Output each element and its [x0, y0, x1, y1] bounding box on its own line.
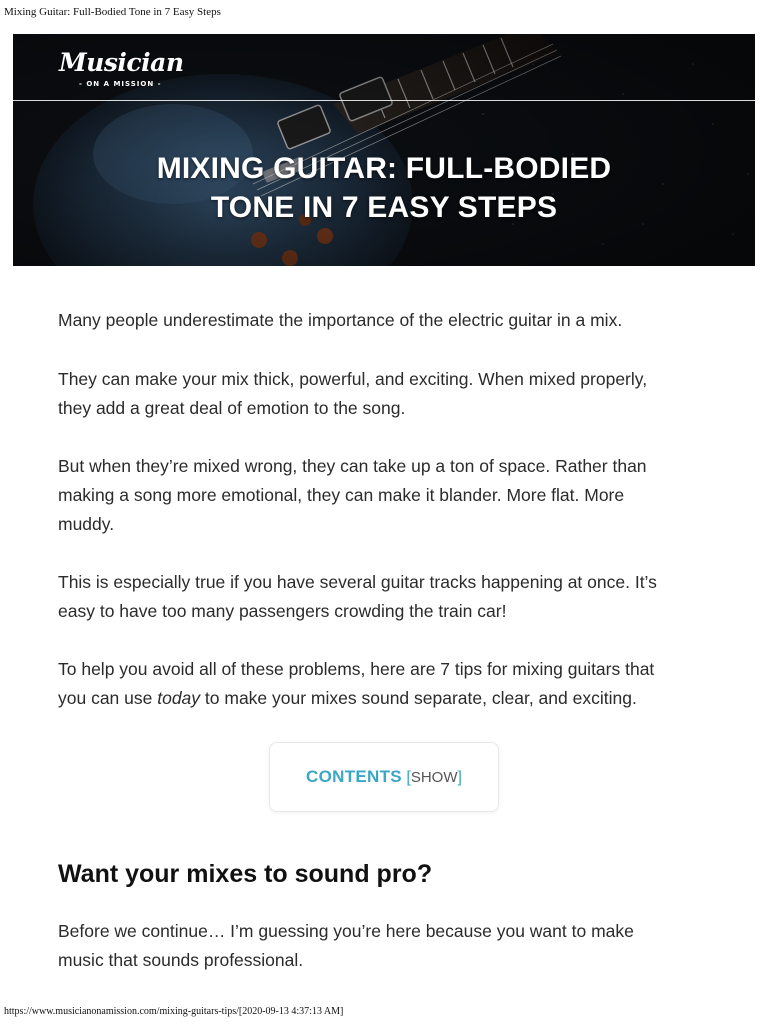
site-logo[interactable] [59, 48, 184, 92]
toc-bracket-close: ] [457, 769, 462, 786]
paragraph-line: To help you avoid all of these problems, here are 7 tips for mixing guitars that [58, 659, 655, 679]
toc-show-toggle[interactable]: SHOW [410, 769, 458, 786]
table-of-contents [269, 742, 499, 812]
toc-title: CONTENTS [306, 767, 402, 786]
paragraph-line: making a song more emotional, they can make it blander. More flat. More [58, 485, 625, 505]
page-title-line-2: TONE IN 7 EASY STEPS [210, 191, 558, 224]
paragraph-mixed-wrong [58, 452, 647, 539]
hero-divider [13, 100, 755, 101]
paragraph-line: Before we continue… I’m guessing you’re here because you want to make [58, 921, 634, 941]
text-run: you can use [58, 688, 158, 708]
emphasis-today: today [157, 688, 201, 708]
paragraph-line: Many people underestimate the importance of the electric guitar in a mix. [58, 310, 623, 330]
toc-header [270, 767, 498, 787]
paragraph-line: muddy. [58, 514, 115, 534]
paragraph-line: They can make your mix thick, powerful, and exciting. When mixed properly, [58, 369, 648, 389]
paragraph-thick-powerful [58, 365, 647, 423]
paragraph-intro [58, 306, 622, 335]
print-footer-url: https://www.musicianonamission.com/mixing-guitars-tips/[2020-09-13 4:37:13 AM] [4, 1006, 344, 1017]
page-title [13, 149, 755, 227]
toc-bracket-open: [ [406, 769, 411, 786]
paragraph-line: music that sounds professional. [58, 950, 304, 970]
hero-banner [13, 34, 755, 266]
paragraph-line: But when they’re mixed wrong, they can take up a ton of space. Rather than [58, 456, 647, 476]
page-title-line-1: MIXING GUITAR: FULL-BODIED [156, 152, 612, 185]
logo-script-text: Musician [59, 48, 184, 77]
print-header-title: Mixing Guitar: Full-Bodied Tone in 7 Easy Steps [4, 6, 221, 18]
section-heading-pro-mixes: Want your mixes to sound pro? [58, 860, 433, 888]
logo-tagline: - ON A MISSION - [79, 80, 162, 88]
paragraph-line: they add a great deal of emotion to the song. [58, 398, 406, 418]
paragraph-line: easy to have too many passengers crowding the train car! [58, 601, 507, 621]
paragraph-before-continue [58, 917, 718, 975]
paragraph-several-tracks [58, 568, 657, 626]
paragraph-tips-intro [58, 655, 654, 713]
paragraph-line: This is especially true if you have several guitar tracks happening at once. It’s [58, 572, 657, 592]
paragraph-line [58, 684, 654, 713]
text-run: to make your mixes sound separate, clear, and exciting. [200, 688, 637, 708]
